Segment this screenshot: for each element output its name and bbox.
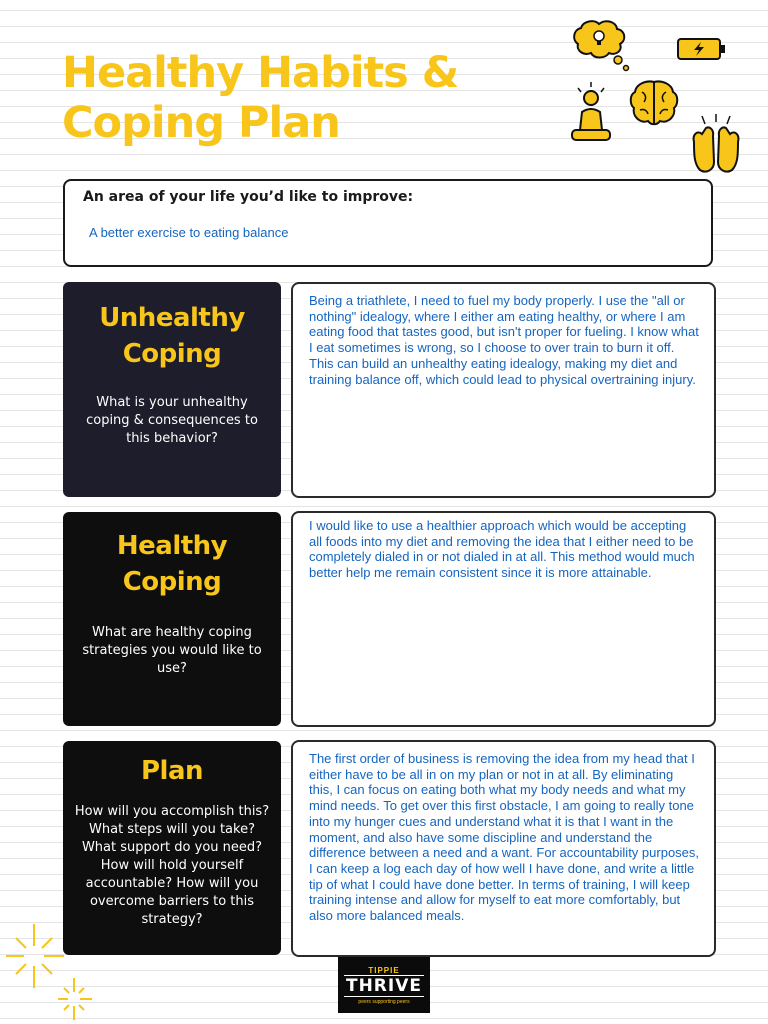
healthy-coping-answer[interactable]: I would like to use a healthier approach which would be accepting all foods into my diet and removing the idea that I either need to be completely dialed in or not dialed in at all. This method would much better help me remain consistent since it is more attainable. (291, 511, 716, 727)
plan-panel (63, 741, 281, 955)
healthy-coping-panel (63, 512, 281, 726)
healthy-coping-heading (117, 528, 227, 600)
unhealthy-coping-panel (63, 282, 281, 497)
healthy-coping-heading-line-1: Healthy (116, 531, 228, 561)
title-line-2: Coping Plan (62, 98, 340, 148)
improve-area-answer[interactable]: A better exercise to eating balance (89, 225, 289, 240)
healthy-coping-prompt: What are healthy coping strategies you would like to use? (82, 625, 262, 676)
unhealthy-coping-heading-line-2: Coping (122, 339, 222, 369)
improve-area-box (63, 179, 713, 267)
plan-answer[interactable]: The first order of business is removing the idea from my head that I either have to be all in on my plan or not in at all. By eliminating this, I can focus on eating both what my body needs and what my mind needs. To get over this first obstacle, I am going to really tone into my hunger cues and understand what it is that I want in the moment, and also have some discipline and understand the difference between a need and a want. For accountability purposes, I can keep a log each day of how well I have done, and write a little tip of what I could have done better. In terms of training, I will keep training intense and allow for myself to eat more comfortably, but also more balanced meals. (291, 740, 716, 957)
battery-icon (676, 36, 728, 62)
page-title (62, 48, 458, 148)
unhealthy-coping-answer[interactable]: Being a triathlete, I need to fuel my body properly. I use the "all or nothing" idealogy, where I either am eating healthy, or where I am eating food that tastes good, but isn't proper for fueling. I know what I eat sometimes is wrong, so I choose to over train to burn it off. This can build an unhealthy eating idealogy, making my diet and training balance off, which could lead to physical overtraining injury. (291, 282, 716, 498)
plan-heading: Plan (140, 756, 204, 786)
plan-prompt: How will you accomplish this? What steps will you take? What support do you need? How will hold yourself accountable? How will you overcome barriers to this strategy? (74, 804, 270, 927)
logo-top-text: TIPPIE (368, 965, 400, 975)
unhealthy-coping-heading (99, 300, 245, 372)
healthy-coping-heading-line-2: Coping (122, 567, 222, 597)
unhealthy-coping-heading-line-1: Unhealthy (99, 303, 245, 333)
title-line-1: Healthy Habits & (62, 48, 459, 98)
brain-icon (628, 78, 680, 128)
improve-area-label: An area of your life you’d like to improve: (83, 189, 414, 205)
meditation-icon (568, 80, 614, 146)
logo-tagline: peers supporting peers (358, 998, 410, 1005)
unhealthy-coping-prompt: What is your unhealthy coping & consequences to this behavior? (86, 395, 258, 446)
logo-main-text: THRIVE (345, 975, 422, 996)
lightbulb-thought-icon (570, 18, 634, 72)
tippie-thrive-logo (338, 957, 430, 1013)
clapping-hands-icon (686, 112, 746, 178)
